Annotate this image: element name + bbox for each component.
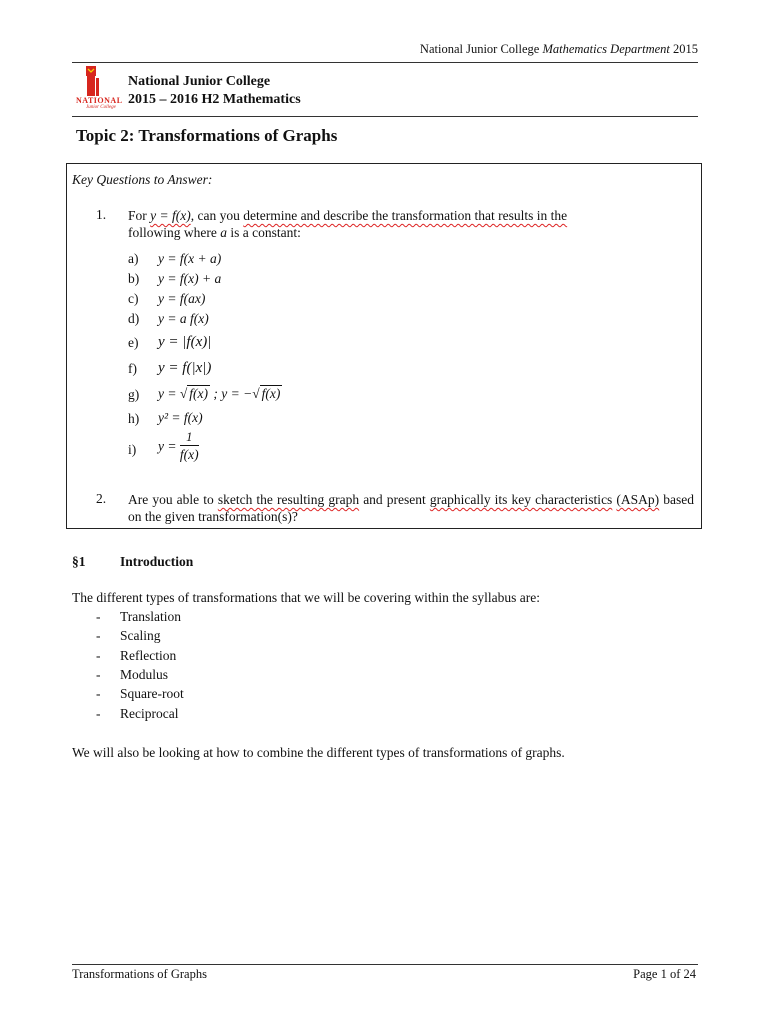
list-item: Translation	[120, 609, 182, 624]
option-label: g)	[128, 387, 140, 402]
running-header	[420, 42, 698, 57]
header-divider	[72, 62, 698, 63]
option-expr: y = f(x + a)	[158, 251, 222, 266]
college-logo	[76, 66, 124, 112]
list-item: Modulus	[120, 667, 169, 682]
footer-title: Transformations of Graphs	[72, 967, 207, 981]
q2-u1: sketch the resulting graph	[217, 492, 360, 507]
q1-line2-a: following where	[128, 225, 217, 240]
sqrt-arg: f(x)	[189, 386, 209, 401]
outro-paragraph: We will also be looking at how to combine the different types of transformations of graphs.	[72, 745, 565, 760]
fraction-lhs: y =	[158, 438, 177, 454]
option-label: f)	[128, 361, 137, 376]
title-divider	[72, 116, 698, 117]
fraction-denominator: f(x)	[179, 447, 199, 462]
q2-text	[128, 491, 694, 525]
q2-t2: and present	[363, 492, 426, 507]
q1-pre: For	[128, 208, 147, 223]
q1-underlined: determine and describe the transformation that results in the	[243, 208, 568, 223]
q2-t3: based on the given transformation(s)?	[128, 492, 694, 524]
q1-line2-b: is a constant:	[230, 225, 301, 240]
intro-paragraph: The different types of transformations that we will be covering within the syllabus are:	[72, 590, 540, 605]
sqrt-separator: ; y = −	[210, 386, 253, 401]
list-bullet: -	[96, 628, 101, 643]
list-bullet: -	[96, 686, 101, 701]
option-expr: y = a f(x)	[158, 311, 209, 326]
option-label: d)	[128, 311, 140, 326]
footer-divider	[72, 964, 698, 965]
sqrt-lhs: y =	[158, 386, 180, 401]
sqrt-symbol-icon: √	[179, 386, 188, 401]
topic-heading: Topic 2: Transformations of Graphs	[76, 126, 338, 145]
q1-func: y = f(x)	[150, 208, 191, 223]
q1-text	[128, 207, 694, 241]
list-bullet: -	[96, 706, 101, 721]
option-expr: y = |f(x)|	[158, 334, 212, 350]
title-course: 2015 – 2016 H2 Mathematics	[128, 92, 301, 107]
option-label: e)	[128, 335, 139, 350]
option-label: h)	[128, 411, 140, 426]
section-title: Introduction	[120, 554, 194, 569]
sqrt-arg: f(x)	[261, 386, 281, 401]
title-college: National Junior College	[128, 74, 271, 89]
logo-subtext: Junior College	[86, 105, 116, 110]
list-item: Scaling	[120, 628, 161, 643]
option-label: c)	[128, 291, 139, 306]
q2-u2: graphically its key characteristics	[429, 492, 613, 507]
title-block	[128, 73, 301, 109]
option-expr-sqrt	[158, 386, 282, 402]
option-expr: y = f(ax)	[158, 291, 206, 306]
q2-t1: Are you able to	[128, 492, 214, 507]
option-expr-fraction	[158, 430, 199, 463]
list-item: Reciprocal	[120, 706, 179, 721]
list-bullet: -	[96, 648, 101, 663]
q1-mid: , can you	[190, 208, 240, 223]
fraction	[180, 430, 199, 463]
list-item: Reflection	[120, 648, 177, 663]
header-year: 2015	[673, 42, 698, 56]
q2-number: 2.	[96, 491, 107, 506]
q1-var: a	[220, 225, 227, 240]
list-bullet: -	[96, 609, 101, 624]
logo-text: NATIONAL	[76, 96, 123, 105]
q1-number: 1.	[96, 207, 107, 222]
section-number: §1	[72, 554, 86, 569]
option-label: a)	[128, 251, 139, 266]
list-item: Square-root	[120, 686, 184, 701]
header-dept: Mathematics Department	[542, 42, 670, 56]
option-label: i)	[128, 442, 137, 457]
header-college: National Junior College	[419, 42, 540, 56]
q2-u3: (ASAp)	[616, 492, 660, 507]
option-expr: y² = f(x)	[158, 410, 203, 425]
option-expr: y = f(x) + a	[158, 271, 222, 286]
list-bullet: -	[96, 667, 101, 682]
option-label: b)	[128, 271, 140, 286]
sqrt-symbol-icon: √	[252, 386, 260, 401]
footer-page-number: Page 1 of 24	[633, 967, 696, 981]
fraction-numerator: 1	[180, 430, 199, 446]
option-expr: y = f(|x|)	[158, 360, 212, 376]
key-questions-heading: Key Questions to Answer:	[72, 172, 213, 187]
